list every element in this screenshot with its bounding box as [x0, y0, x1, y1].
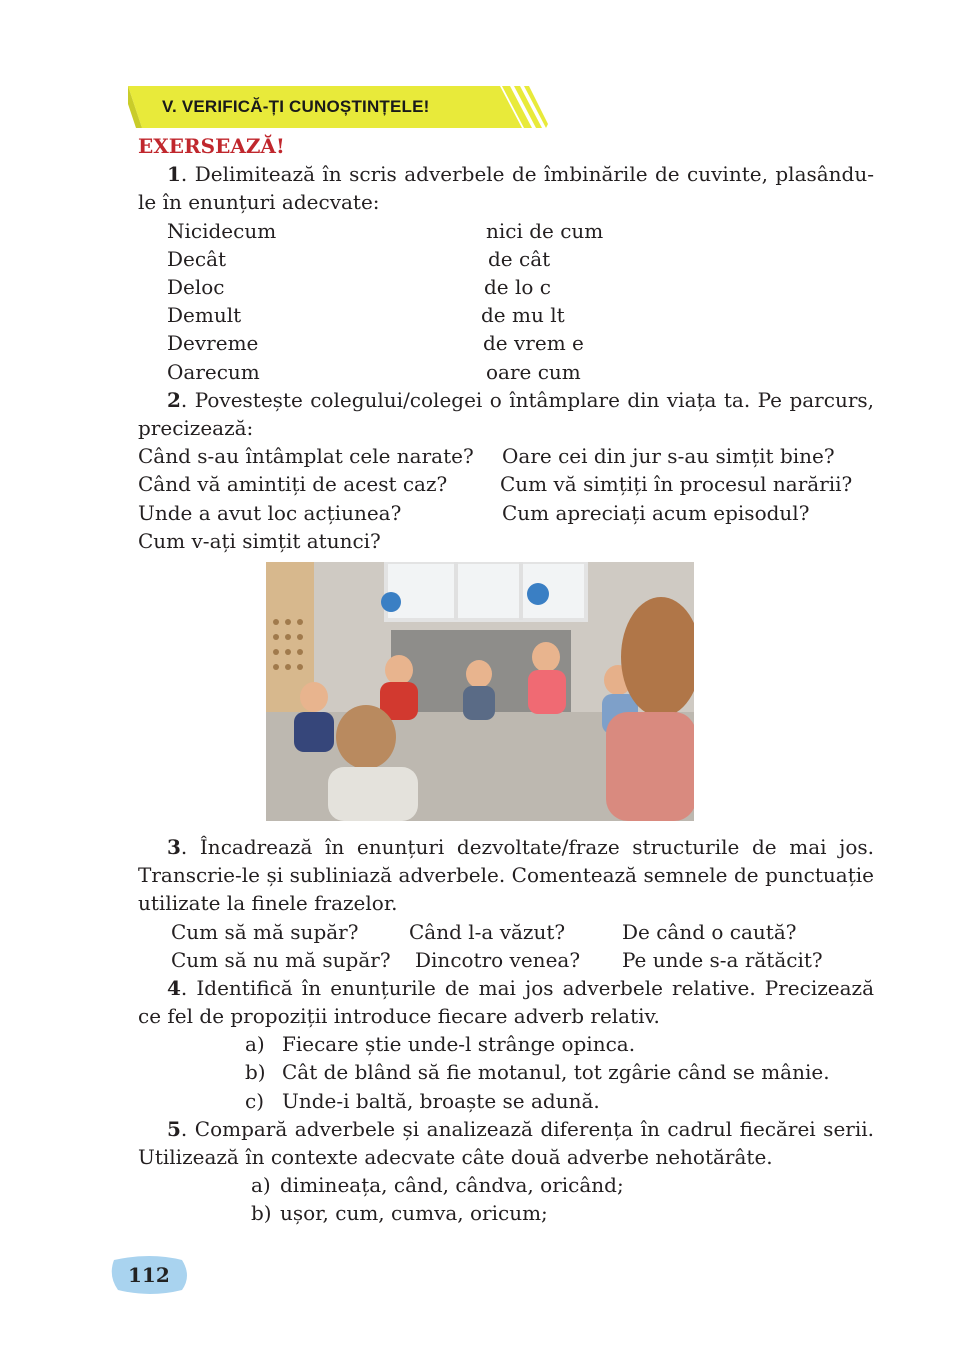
structure: Cum să mă supăr?	[171, 919, 359, 944]
list-item	[138, 1058, 874, 1086]
pair-row	[138, 217, 874, 245]
exercise-5-number: 5	[167, 1116, 181, 1141]
exercise-2-questions	[138, 442, 874, 555]
exercise-2-instruction	[138, 386, 874, 442]
pair-row	[138, 301, 874, 329]
page-content	[138, 132, 874, 1228]
pair-adverb: Decât	[167, 246, 227, 271]
page-number: 112	[128, 1263, 170, 1287]
pair-phrase: de cât	[488, 246, 551, 271]
pair-row	[138, 358, 874, 386]
list-item	[138, 1087, 874, 1115]
pair-phrase: de vrem e	[483, 331, 584, 356]
pair-adverb: Oarecum	[167, 359, 260, 384]
exercise-4-items	[138, 1030, 874, 1115]
pair-phrase: nici de cum	[486, 218, 604, 243]
exercise-1-text: . Delimitează în scris adverbele de îmbinările de cuvinte, plasându-le în enunțuri adecvate:	[138, 162, 874, 215]
item-label: a)	[251, 1173, 271, 1198]
exercise-3-instruction	[138, 833, 874, 918]
exercise-1-pairs	[138, 217, 874, 386]
exercise-heading: EXERSEAZĂ!	[138, 134, 285, 158]
classroom-photo	[266, 562, 694, 821]
pair-row	[138, 329, 874, 357]
pair-phrase: de lo c	[484, 274, 551, 299]
page-number-badge	[110, 1254, 190, 1296]
structure: Când l-a văzut?	[409, 919, 566, 944]
structure: De când o caută?	[622, 919, 797, 944]
pair-row	[138, 245, 874, 273]
item-text: dimineața, când, cândva, oricând;	[280, 1173, 624, 1198]
structure-row	[138, 946, 874, 974]
question-row	[138, 470, 874, 498]
item-label: a)	[245, 1032, 265, 1057]
exercise-5-text: . Compară adverbele și analizează diferența în cadrul fiecărei serii. Utilizează în contexte adecvate câte două adverbe nehotărâte.	[138, 1116, 874, 1170]
list-item	[138, 1030, 874, 1058]
item-label: b)	[251, 1201, 272, 1226]
item-label: c)	[245, 1088, 265, 1113]
exercise-5-instruction	[138, 1115, 874, 1171]
pair-adverb: Nicidecum	[167, 218, 277, 243]
list-item	[138, 1199, 874, 1227]
structure: Dincotro venea?	[415, 947, 581, 972]
question: Unde a avut loc acțiunea?	[138, 500, 402, 525]
exercise-2-number: 2	[167, 387, 181, 412]
pair-adverb: Devreme	[167, 331, 259, 356]
question: Cum apreciați acum episodul?	[502, 500, 810, 525]
section-title: V. VERIFICĂ-ȚI CUNOȘTINȚELE!	[162, 97, 430, 116]
exercise-1-number: 1	[167, 162, 181, 187]
item-text: Fiecare știe unde-l strânge opinca.	[282, 1032, 636, 1057]
exercise-4-text: . Identifică în enunțurile de mai jos adverbele relative. Precizează ce fel de propoziții introduce fiecare adverb relativ.	[138, 975, 874, 1029]
children-circle-illustration	[266, 562, 694, 821]
item-text: Cât de blând să fie motanul, tot zgârie când se mânie.	[282, 1060, 830, 1085]
question-row	[138, 442, 874, 470]
list-item	[138, 1171, 874, 1199]
question: Oare cei din jur s-au simțit bine?	[502, 444, 835, 469]
pair-phrase: de mu lt	[481, 303, 565, 328]
item-text: Unde-i baltă, broaște se adună.	[282, 1088, 600, 1113]
item-text: ușor, cum, cumva, oricum;	[280, 1201, 548, 1226]
exercise-2-text: . Povestește colegului/colegei o întâmplare din viața ta. Pe parcurs, precizează:	[138, 387, 874, 440]
exercise-4-number: 4	[167, 975, 181, 1000]
pair-row	[138, 273, 874, 301]
question-row	[138, 527, 874, 555]
question: Cum vă simțiți în procesul narării?	[500, 472, 853, 497]
structure: Pe unde s-a rătăcit?	[622, 947, 823, 972]
pair-phrase: oare cum	[486, 359, 581, 384]
exercise-3-structures	[138, 918, 874, 974]
item-label: b)	[245, 1060, 266, 1085]
question: Când vă amintiți de acest caz?	[138, 472, 448, 497]
exercise-4-instruction	[138, 974, 874, 1030]
exercise-3-number: 3	[167, 834, 181, 859]
question: Când s-au întâmplat cele narate?	[138, 444, 474, 469]
section-banner	[128, 86, 548, 128]
exercise-5-items	[138, 1171, 874, 1227]
exercise-3-text: . Încadrează în enunțuri dezvoltate/fraze structurile de mai jos. Transcrie-le și subliniază adverbele. Comentează semnele de punctuație utilizate la finele frazelor.	[138, 834, 874, 916]
pair-adverb: Demult	[167, 303, 242, 328]
question: Cum v-ați simțit atunci?	[138, 528, 381, 553]
exercise-1-instruction	[138, 160, 874, 216]
structure-row	[138, 918, 874, 946]
pair-adverb: Deloc	[167, 274, 225, 299]
structure: Cum să nu mă supăr?	[171, 947, 391, 972]
question-row	[138, 499, 874, 527]
